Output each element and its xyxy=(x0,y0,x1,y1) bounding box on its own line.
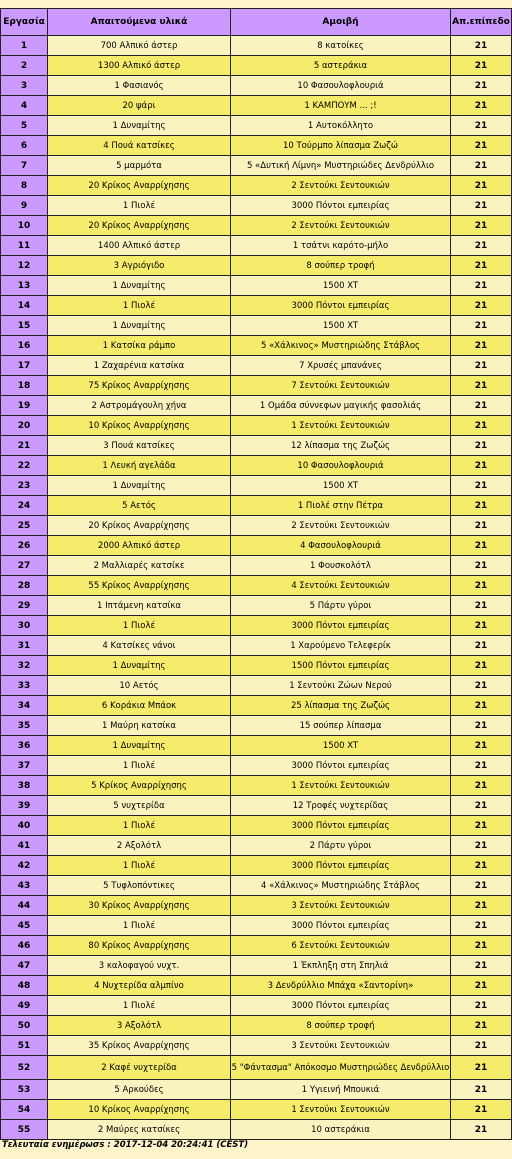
required-level-cell: 21 xyxy=(451,336,512,356)
reward-cell: 8 σούπερ τροφή xyxy=(231,1016,451,1036)
required-items-cell: 1 Ιπτάμενη κατσίκα xyxy=(48,596,231,616)
table-row xyxy=(1,256,512,276)
reward-cell: 8 σούπερ τροφή xyxy=(231,256,451,276)
table-row xyxy=(1,1036,512,1056)
reward-cell: 1 Χαρούμενο Τελεφερίκ xyxy=(231,636,451,656)
required-items-cell: 1 Πιολέ xyxy=(48,196,231,216)
header-required-items: Απαιτούμενα υλικά xyxy=(48,9,231,36)
table-row xyxy=(1,356,512,376)
table-row xyxy=(1,156,512,176)
quest-number-cell: 41 xyxy=(1,836,48,856)
required-level-cell: 21 xyxy=(451,516,512,536)
reward-cell: 2 Σεντούκι Σεντουκιών xyxy=(231,176,451,196)
reward-cell: 1 τσάτνι καρότο-μήλο xyxy=(231,236,451,256)
table-row xyxy=(1,636,512,656)
reward-cell: 1500 XT xyxy=(231,736,451,756)
quest-number-cell: 43 xyxy=(1,876,48,896)
table-row xyxy=(1,96,512,116)
table-row xyxy=(1,856,512,876)
table-row xyxy=(1,276,512,296)
required-level-cell: 21 xyxy=(451,956,512,976)
reward-cell: 5 "Φάντασμα" Απόκοσμο Μυστηριώδες Δενδρύλλιο xyxy=(231,1056,451,1080)
required-items-cell: 5 Αετός xyxy=(48,496,231,516)
required-items-cell: 2 Αξολότλ xyxy=(48,836,231,856)
quest-number-cell: 37 xyxy=(1,756,48,776)
required-level-cell: 21 xyxy=(451,676,512,696)
required-items-cell: 5 νυχτερίδα xyxy=(48,796,231,816)
reward-cell: 5 αστεράκια xyxy=(231,56,451,76)
table-row xyxy=(1,616,512,636)
required-items-cell: 55 Κρίκος Αναρρίχησης xyxy=(48,576,231,596)
required-items-cell: 20 Κρίκος Αναρρίχησης xyxy=(48,516,231,536)
quest-number-cell: 38 xyxy=(1,776,48,796)
required-items-cell: 1 Φασιανός xyxy=(48,76,231,96)
reward-cell: 1500 Πόντοι εμπειρίας xyxy=(231,656,451,676)
required-level-cell: 21 xyxy=(451,756,512,776)
required-items-cell: 3 καλοφαγού νυχτ. xyxy=(48,956,231,976)
required-items-cell: 20 ψάρι xyxy=(48,96,231,116)
table-row xyxy=(1,116,512,136)
required-level-cell: 21 xyxy=(451,176,512,196)
quest-number-cell: 30 xyxy=(1,616,48,636)
quest-number-cell: 7 xyxy=(1,156,48,176)
reward-cell: 3 Δενδρύλλιο Μπάχα «Σαντορίνη» xyxy=(231,976,451,996)
required-level-cell: 21 xyxy=(451,236,512,256)
reward-cell: 1 ΚΑΜΠΟΥΜ ... ;! xyxy=(231,96,451,116)
quest-number-cell: 50 xyxy=(1,1016,48,1036)
required-items-cell: 1 Δυναμίτης xyxy=(48,276,231,296)
reward-cell: 1 Σεντούκι Σεντουκιών xyxy=(231,1100,451,1120)
table-row xyxy=(1,456,512,476)
quest-number-cell: 2 xyxy=(1,56,48,76)
reward-cell: 1 Υγιεινή Μπουκιά xyxy=(231,1080,451,1100)
quest-number-cell: 49 xyxy=(1,996,48,1016)
required-items-cell: 1 Δυναμίτης xyxy=(48,116,231,136)
required-items-cell: 1 Πιολέ xyxy=(48,996,231,1016)
table-row xyxy=(1,176,512,196)
table-row xyxy=(1,896,512,916)
required-items-cell: 2 Καφέ νυχτερίδα xyxy=(48,1056,231,1080)
required-items-cell: 3 Πουά κατσίκες xyxy=(48,436,231,456)
table-row xyxy=(1,776,512,796)
required-level-cell: 21 xyxy=(451,696,512,716)
quest-number-cell: 15 xyxy=(1,316,48,336)
required-level-cell: 21 xyxy=(451,1036,512,1056)
required-level-cell: 21 xyxy=(451,376,512,396)
table-row xyxy=(1,596,512,616)
required-level-cell: 21 xyxy=(451,496,512,516)
required-level-cell: 21 xyxy=(451,656,512,676)
reward-cell: 8 κατοίκες xyxy=(231,36,451,56)
table-row xyxy=(1,436,512,456)
required-items-cell: 4 Πουά κατσίκες xyxy=(48,136,231,156)
reward-cell: 12 Τροφές νυχτερίδας xyxy=(231,796,451,816)
quest-number-cell: 13 xyxy=(1,276,48,296)
reward-cell: 2 Σεντούκι Σεντουκιών xyxy=(231,216,451,236)
required-items-cell: 1 Λευκή αγελάδα xyxy=(48,456,231,476)
quest-number-cell: 24 xyxy=(1,496,48,516)
required-level-cell: 21 xyxy=(451,1120,512,1140)
quest-number-cell: 33 xyxy=(1,676,48,696)
required-level-cell: 21 xyxy=(451,776,512,796)
reward-cell: 6 Σεντούκι Σεντουκιών xyxy=(231,936,451,956)
table-row xyxy=(1,796,512,816)
table-row xyxy=(1,736,512,756)
required-level-cell: 21 xyxy=(451,796,512,816)
required-items-cell: 1 Μαύρη κατσίκα xyxy=(48,716,231,736)
quest-number-cell: 31 xyxy=(1,636,48,656)
header-level: Απ.επίπεδο xyxy=(451,9,512,36)
required-items-cell: 5 Κρίκος Αναρρίχησης xyxy=(48,776,231,796)
required-items-cell: 1 Πιολέ xyxy=(48,856,231,876)
reward-cell: 12 λίπασμα της Ζωζώς xyxy=(231,436,451,456)
quest-number-cell: 17 xyxy=(1,356,48,376)
required-items-cell: 1400 Αλπικό άστερ xyxy=(48,236,231,256)
quest-number-cell: 1 xyxy=(1,36,48,56)
required-items-cell: 80 Κρίκος Αναρρίχησης xyxy=(48,936,231,956)
table-row xyxy=(1,956,512,976)
required-items-cell: 6 Κοράκια Μπάοκ xyxy=(48,696,231,716)
required-level-cell: 21 xyxy=(451,1100,512,1120)
quest-number-cell: 16 xyxy=(1,336,48,356)
required-level-cell: 21 xyxy=(451,636,512,656)
reward-cell: 10 Φασουλοφλουριά xyxy=(231,456,451,476)
reward-cell: 1 Ομάδα σύννεφων μαγικής φασολιάς xyxy=(231,396,451,416)
table-row xyxy=(1,836,512,856)
reward-cell: 4 Φασουλοφλουριά xyxy=(231,536,451,556)
quest-number-cell: 53 xyxy=(1,1080,48,1100)
required-items-cell: 1 Πιολέ xyxy=(48,916,231,936)
reward-cell: 7 Χρυσές μπανάνες xyxy=(231,356,451,376)
table-row xyxy=(1,716,512,736)
required-level-cell: 21 xyxy=(451,56,512,76)
required-items-cell: 5 μαρμότα xyxy=(48,156,231,176)
required-level-cell: 21 xyxy=(451,36,512,56)
reward-cell: 3000 Πόντοι εμπειρίας xyxy=(231,856,451,876)
required-items-cell: 20 Κρίκος Αναρρίχησης xyxy=(48,176,231,196)
quest-number-cell: 40 xyxy=(1,816,48,836)
quest-number-cell: 36 xyxy=(1,736,48,756)
table-row xyxy=(1,136,512,156)
quest-number-cell: 22 xyxy=(1,456,48,476)
reward-cell: 5 Πάρτυ γύροι xyxy=(231,596,451,616)
table-row xyxy=(1,336,512,356)
table-row xyxy=(1,676,512,696)
required-level-cell: 21 xyxy=(451,456,512,476)
quest-number-cell: 52 xyxy=(1,1056,48,1080)
table-row xyxy=(1,496,512,516)
quest-number-cell: 45 xyxy=(1,916,48,936)
table-row xyxy=(1,1100,512,1120)
table-row xyxy=(1,236,512,256)
required-level-cell: 21 xyxy=(451,876,512,896)
quest-number-cell: 10 xyxy=(1,216,48,236)
quest-number-cell: 9 xyxy=(1,196,48,216)
required-items-cell: 75 Κρίκος Αναρρίχησης xyxy=(48,376,231,396)
table-row xyxy=(1,296,512,316)
required-level-cell: 21 xyxy=(451,536,512,556)
table-row xyxy=(1,816,512,836)
required-level-cell: 21 xyxy=(451,916,512,936)
required-level-cell: 21 xyxy=(451,736,512,756)
required-level-cell: 21 xyxy=(451,616,512,636)
required-level-cell: 21 xyxy=(451,256,512,276)
required-level-cell: 21 xyxy=(451,1056,512,1080)
required-level-cell: 21 xyxy=(451,116,512,136)
table-row xyxy=(1,936,512,956)
table-row xyxy=(1,516,512,536)
required-level-cell: 21 xyxy=(451,836,512,856)
quest-number-cell: 27 xyxy=(1,556,48,576)
required-level-cell: 21 xyxy=(451,416,512,436)
quest-number-cell: 34 xyxy=(1,696,48,716)
quest-number-cell: 23 xyxy=(1,476,48,496)
required-items-cell: 3 Αξολότλ xyxy=(48,1016,231,1036)
reward-cell: 4 Σεντούκι Σεντουκιών xyxy=(231,576,451,596)
required-level-cell: 21 xyxy=(451,576,512,596)
required-items-cell: 1 Πιολέ xyxy=(48,756,231,776)
required-items-cell: 5 Αρκούδες xyxy=(48,1080,231,1100)
reward-cell: 1 Σεντούκι Σεντουκιών xyxy=(231,776,451,796)
quest-number-cell: 25 xyxy=(1,516,48,536)
quest-number-cell: 29 xyxy=(1,596,48,616)
quest-number-cell: 26 xyxy=(1,536,48,556)
reward-cell: 3 Σεντούκι Σεντουκιών xyxy=(231,896,451,916)
table-row xyxy=(1,1080,512,1100)
reward-cell: 10 Τούρμπο λίπασμα Ζωζώ xyxy=(231,136,451,156)
required-items-cell: 30 Κρίκος Αναρρίχησης xyxy=(48,896,231,916)
quest-number-cell: 20 xyxy=(1,416,48,436)
reward-cell: 3000 Πόντοι εμπειρίας xyxy=(231,816,451,836)
quest-number-cell: 3 xyxy=(1,76,48,96)
quest-number-cell: 19 xyxy=(1,396,48,416)
table-row xyxy=(1,976,512,996)
required-level-cell: 21 xyxy=(451,396,512,416)
required-items-cell: 1 Δυναμίτης xyxy=(48,736,231,756)
table-row xyxy=(1,696,512,716)
required-level-cell: 21 xyxy=(451,316,512,336)
required-level-cell: 21 xyxy=(451,296,512,316)
table-row xyxy=(1,576,512,596)
quest-number-cell: 35 xyxy=(1,716,48,736)
required-level-cell: 21 xyxy=(451,816,512,836)
required-level-cell: 21 xyxy=(451,436,512,456)
required-level-cell: 21 xyxy=(451,976,512,996)
required-level-cell: 21 xyxy=(451,156,512,176)
table-row xyxy=(1,316,512,336)
reward-cell: 3000 Πόντοι εμπειρίας xyxy=(231,196,451,216)
table-row xyxy=(1,76,512,96)
reward-cell: 5 «Χάλκινος» Μυστηριώδης Στάβλος xyxy=(231,336,451,356)
required-level-cell: 21 xyxy=(451,276,512,296)
quest-number-cell: 54 xyxy=(1,1100,48,1120)
required-items-cell: 2 Μαύρες κατσίκες xyxy=(48,1120,231,1140)
reward-cell: 1 Φουσκολότλ xyxy=(231,556,451,576)
table-row xyxy=(1,1120,512,1140)
quest-number-cell: 21 xyxy=(1,436,48,456)
table-row xyxy=(1,396,512,416)
quest-number-cell: 5 xyxy=(1,116,48,136)
required-level-cell: 21 xyxy=(451,196,512,216)
required-level-cell: 21 xyxy=(451,96,512,116)
quest-number-cell: 12 xyxy=(1,256,48,276)
reward-cell: 10 αστεράκια xyxy=(231,1120,451,1140)
table-row xyxy=(1,56,512,76)
quest-table xyxy=(0,8,512,1140)
quest-number-cell: 47 xyxy=(1,956,48,976)
required-items-cell: 1 Πιολέ xyxy=(48,616,231,636)
required-items-cell: 1 Δυναμίτης xyxy=(48,316,231,336)
required-level-cell: 21 xyxy=(451,596,512,616)
quest-number-cell: 42 xyxy=(1,856,48,876)
table-row xyxy=(1,996,512,1016)
reward-cell: 4 «Χάλκινος» Μυστηριώδης Στάβλος xyxy=(231,876,451,896)
reward-cell: 1 Έκπληξη στη Σπηλιά xyxy=(231,956,451,976)
required-items-cell: 2000 Αλπικό άστερ xyxy=(48,536,231,556)
quest-number-cell: 55 xyxy=(1,1120,48,1140)
reward-cell: 3000 Πόντοι εμπειρίας xyxy=(231,916,451,936)
reward-cell: 10 Φασουλοφλουριά xyxy=(231,76,451,96)
required-items-cell: 10 Κρίκος Αναρρίχησης xyxy=(48,1100,231,1120)
table-row xyxy=(1,916,512,936)
quest-number-cell: 44 xyxy=(1,896,48,916)
required-items-cell: 1 Πιολέ xyxy=(48,816,231,836)
quest-number-cell: 6 xyxy=(1,136,48,156)
table-row xyxy=(1,196,512,216)
required-level-cell: 21 xyxy=(451,216,512,236)
required-level-cell: 21 xyxy=(451,936,512,956)
required-items-cell: 1 Δυναμίτης xyxy=(48,476,231,496)
required-level-cell: 21 xyxy=(451,856,512,876)
required-items-cell: 1 Κατσίκα ράμπο xyxy=(48,336,231,356)
required-items-cell: 700 Αλπικό άστερ xyxy=(48,36,231,56)
required-items-cell: 10 Κρίκος Αναρρίχησης xyxy=(48,416,231,436)
reward-cell: 3000 Πόντοι εμπειρίας xyxy=(231,616,451,636)
reward-cell: 2 Σεντούκι Σεντουκιών xyxy=(231,516,451,536)
quest-number-cell: 39 xyxy=(1,796,48,816)
required-level-cell: 21 xyxy=(451,76,512,96)
reward-cell: 3 Σεντούκι Σεντουκιών xyxy=(231,1036,451,1056)
table-row xyxy=(1,876,512,896)
required-items-cell: 20 Κρίκος Αναρρίχησης xyxy=(48,216,231,236)
table-row xyxy=(1,36,512,56)
required-level-cell: 21 xyxy=(451,556,512,576)
required-items-cell: 2 Μαλλιαρές κατσίκε xyxy=(48,556,231,576)
quest-number-cell: 28 xyxy=(1,576,48,596)
reward-cell: 3000 Πόντοι εμπειρίας xyxy=(231,756,451,776)
required-items-cell: 2 Αστρομάγουλη χήνα xyxy=(48,396,231,416)
reward-cell: 1500 XT xyxy=(231,276,451,296)
table-row xyxy=(1,216,512,236)
last-updated-footer: Τελευταία ενημέρωσs : 2017-12-04 20:24:41 (CEST) xyxy=(2,1140,249,1150)
quest-number-cell: 51 xyxy=(1,1036,48,1056)
required-level-cell: 21 xyxy=(451,136,512,156)
table-row xyxy=(1,1016,512,1036)
reward-cell: 1500 XT xyxy=(231,316,451,336)
table-row xyxy=(1,476,512,496)
reward-cell: 1500 XT xyxy=(231,476,451,496)
required-level-cell: 21 xyxy=(451,1016,512,1036)
quest-number-cell: 48 xyxy=(1,976,48,996)
required-items-cell: 10 Αετός xyxy=(48,676,231,696)
table-row xyxy=(1,756,512,776)
required-items-cell: 4 Νυχτερίδα αλμπίνο xyxy=(48,976,231,996)
required-items-cell: 5 Τυφλοπόντικες xyxy=(48,876,231,896)
required-items-cell: 1 Δυναμίτης xyxy=(48,656,231,676)
reward-cell: 25 λίπασμα της Ζωζώς xyxy=(231,696,451,716)
required-level-cell: 21 xyxy=(451,716,512,736)
reward-cell: 3000 Πόντοι εμπειρίας xyxy=(231,996,451,1016)
reward-cell: 15 σούπερ λίπασμα xyxy=(231,716,451,736)
reward-cell: 1 Σεντούκι Σεντουκιών xyxy=(231,416,451,436)
table-body xyxy=(1,36,512,1140)
required-level-cell: 21 xyxy=(451,996,512,1016)
required-items-cell: 1 Πιολέ xyxy=(48,296,231,316)
required-items-cell: 35 Κρίκος Αναρρίχησης xyxy=(48,1036,231,1056)
quest-number-cell: 11 xyxy=(1,236,48,256)
table-row xyxy=(1,376,512,396)
reward-cell: 5 «Δυτική Λίμνη» Μυστηριώδες Δενδρύλλιο xyxy=(231,156,451,176)
header-reward: Αμοιβή xyxy=(231,9,451,36)
required-level-cell: 21 xyxy=(451,356,512,376)
quest-number-cell: 8 xyxy=(1,176,48,196)
table-row xyxy=(1,416,512,436)
table-row xyxy=(1,1056,512,1080)
reward-cell: 1 Αυτοκόλλητο xyxy=(231,116,451,136)
quest-number-cell: 32 xyxy=(1,656,48,676)
quest-number-cell: 46 xyxy=(1,936,48,956)
required-items-cell: 4 Κατσίκες νάνοι xyxy=(48,636,231,656)
reward-cell: 2 Πάρτυ γύροι xyxy=(231,836,451,856)
reward-cell: 3000 Πόντοι εμπειρίας xyxy=(231,296,451,316)
table-header-row xyxy=(1,9,512,36)
required-level-cell: 21 xyxy=(451,476,512,496)
quest-number-cell: 4 xyxy=(1,96,48,116)
header-quest: Εργασία xyxy=(1,9,48,36)
required-level-cell: 21 xyxy=(451,1080,512,1100)
reward-cell: 1 Σεντούκι Ζώων Νερού xyxy=(231,676,451,696)
reward-cell: 7 Σεντούκι Σεντουκιών xyxy=(231,376,451,396)
required-items-cell: 1300 Αλπικό άστερ xyxy=(48,56,231,76)
reward-cell: 1 Πιολέ στην Πέτρα xyxy=(231,496,451,516)
quest-number-cell: 14 xyxy=(1,296,48,316)
table-row xyxy=(1,536,512,556)
required-level-cell: 21 xyxy=(451,896,512,916)
quest-number-cell: 18 xyxy=(1,376,48,396)
table-row xyxy=(1,656,512,676)
required-items-cell: 1 Ζαχαρένια κατσίκα xyxy=(48,356,231,376)
required-items-cell: 3 Αγριόγιδο xyxy=(48,256,231,276)
table-row xyxy=(1,556,512,576)
